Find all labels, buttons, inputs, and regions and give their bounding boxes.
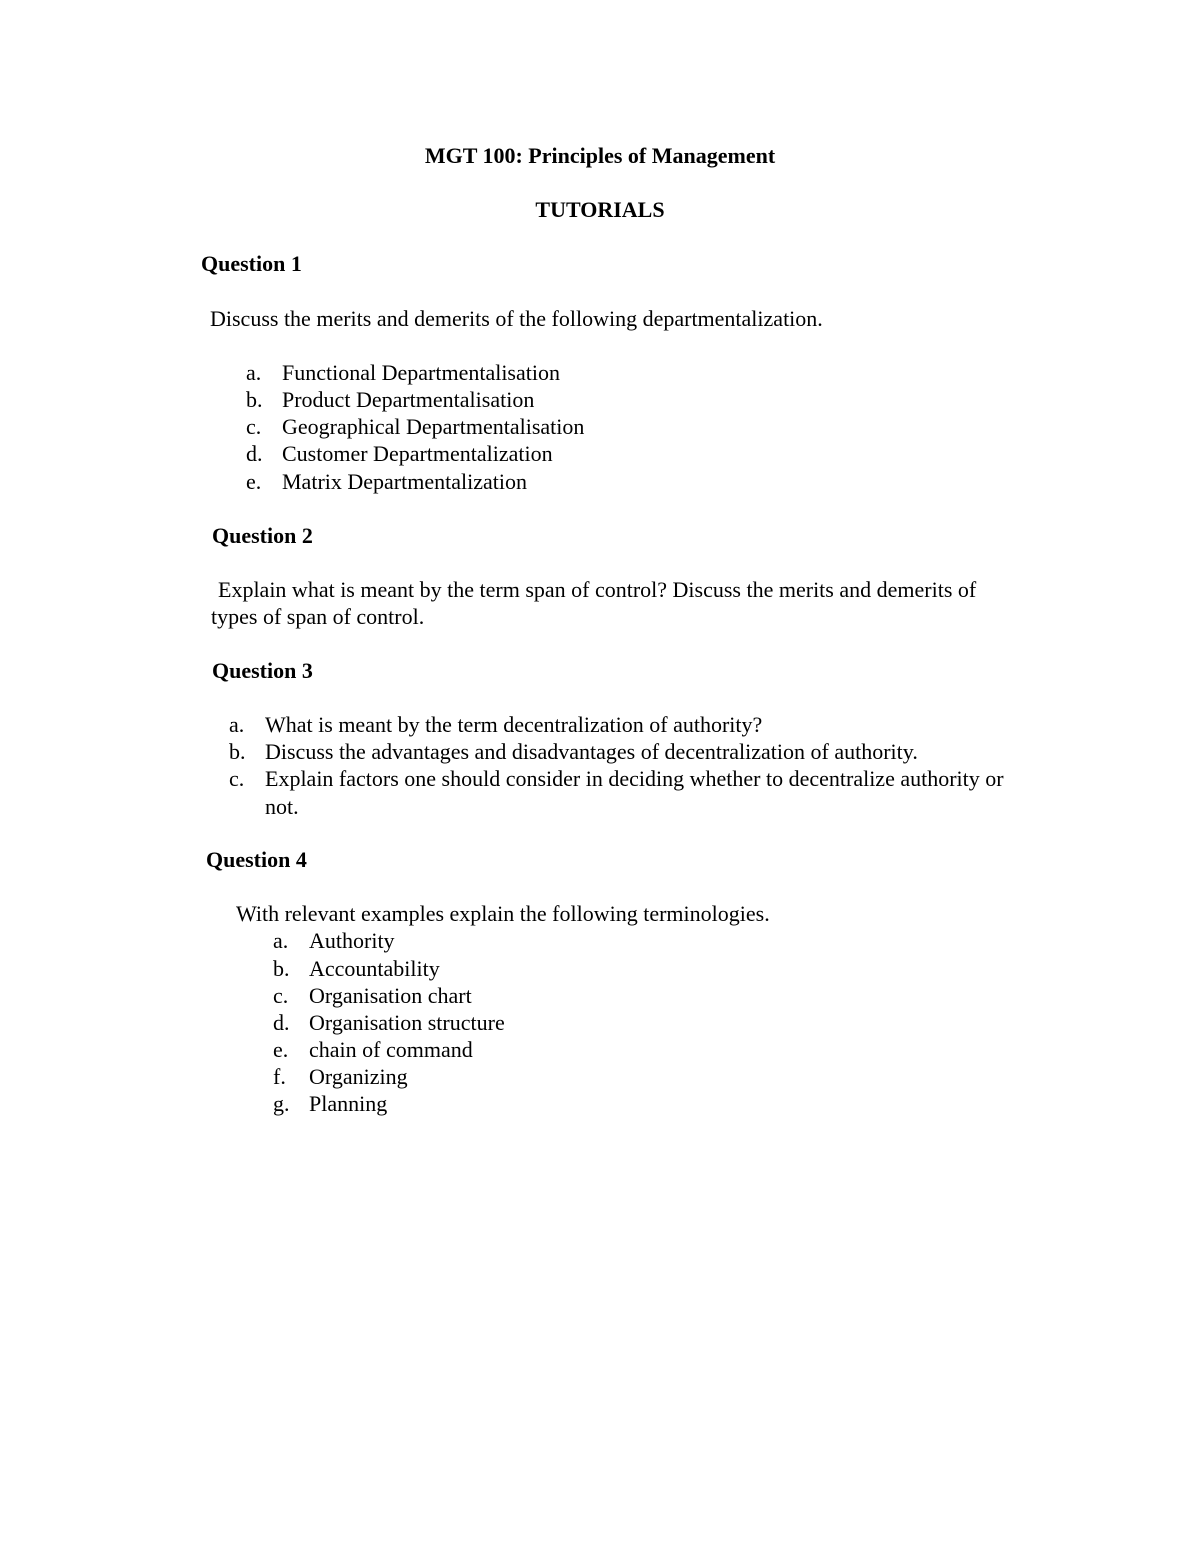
- list-item-marker: a.: [229, 712, 245, 737]
- list-item-marker: a.: [246, 360, 262, 385]
- list-item: Organisation chart: [309, 983, 472, 1008]
- list-item: Customer Departmentalization: [282, 441, 553, 466]
- list-item: Authority: [309, 928, 395, 953]
- list-item-marker: b.: [273, 956, 290, 981]
- list-item: Accountability: [309, 956, 440, 981]
- list-item-marker: b.: [246, 387, 263, 412]
- question-1-prompt: Discuss the merits and demerits of the following departmentalization.: [210, 306, 823, 331]
- list-item: What is meant by the term decentralization of authority?: [265, 712, 763, 737]
- list-item-continuation: not.: [265, 794, 299, 819]
- list-item-marker: c.: [246, 414, 262, 439]
- list-item: Matrix Departmentalization: [282, 469, 527, 494]
- list-item: Explain factors one should consider in deciding whether to decentralize authority or: [265, 766, 1004, 791]
- list-item: Functional Departmentalisation: [282, 360, 560, 385]
- document-subtitle: TUTORIALS: [535, 197, 665, 222]
- list-item-marker: d.: [246, 441, 263, 466]
- list-item: chain of command: [309, 1037, 473, 1062]
- list-item-marker: d.: [273, 1010, 290, 1035]
- list-item-marker: b.: [229, 739, 246, 764]
- list-item: Organizing: [309, 1064, 408, 1089]
- list-item-marker: f.: [273, 1064, 286, 1089]
- question-2-heading: Question 2: [212, 523, 313, 548]
- list-item: Geographical Departmentalisation: [282, 414, 585, 439]
- list-item-marker: g.: [273, 1091, 290, 1116]
- question-2-prompt-line-2: types of span of control.: [211, 604, 425, 629]
- list-item-marker: e.: [273, 1037, 289, 1062]
- question-4-prompt: With relevant examples explain the following terminologies.: [236, 901, 770, 926]
- list-item-marker: a.: [273, 928, 289, 953]
- list-item: Planning: [309, 1091, 388, 1116]
- list-item: Discuss the advantages and disadvantages of decentralization of authority.: [265, 739, 918, 764]
- list-item-marker: c.: [229, 766, 245, 791]
- list-item-marker: c.: [273, 983, 289, 1008]
- list-item: Product Departmentalisation: [282, 387, 535, 412]
- question-2-prompt-line-1: Explain what is meant by the term span of control? Discuss the merits and demerits of: [218, 577, 977, 602]
- question-1-heading: Question 1: [201, 251, 302, 276]
- question-4-heading: Question 4: [206, 847, 307, 872]
- document-title: MGT 100: Principles of Management: [424, 143, 776, 168]
- list-item-marker: e.: [246, 469, 262, 494]
- question-3-heading: Question 3: [212, 658, 313, 683]
- list-item: Organisation structure: [309, 1010, 505, 1035]
